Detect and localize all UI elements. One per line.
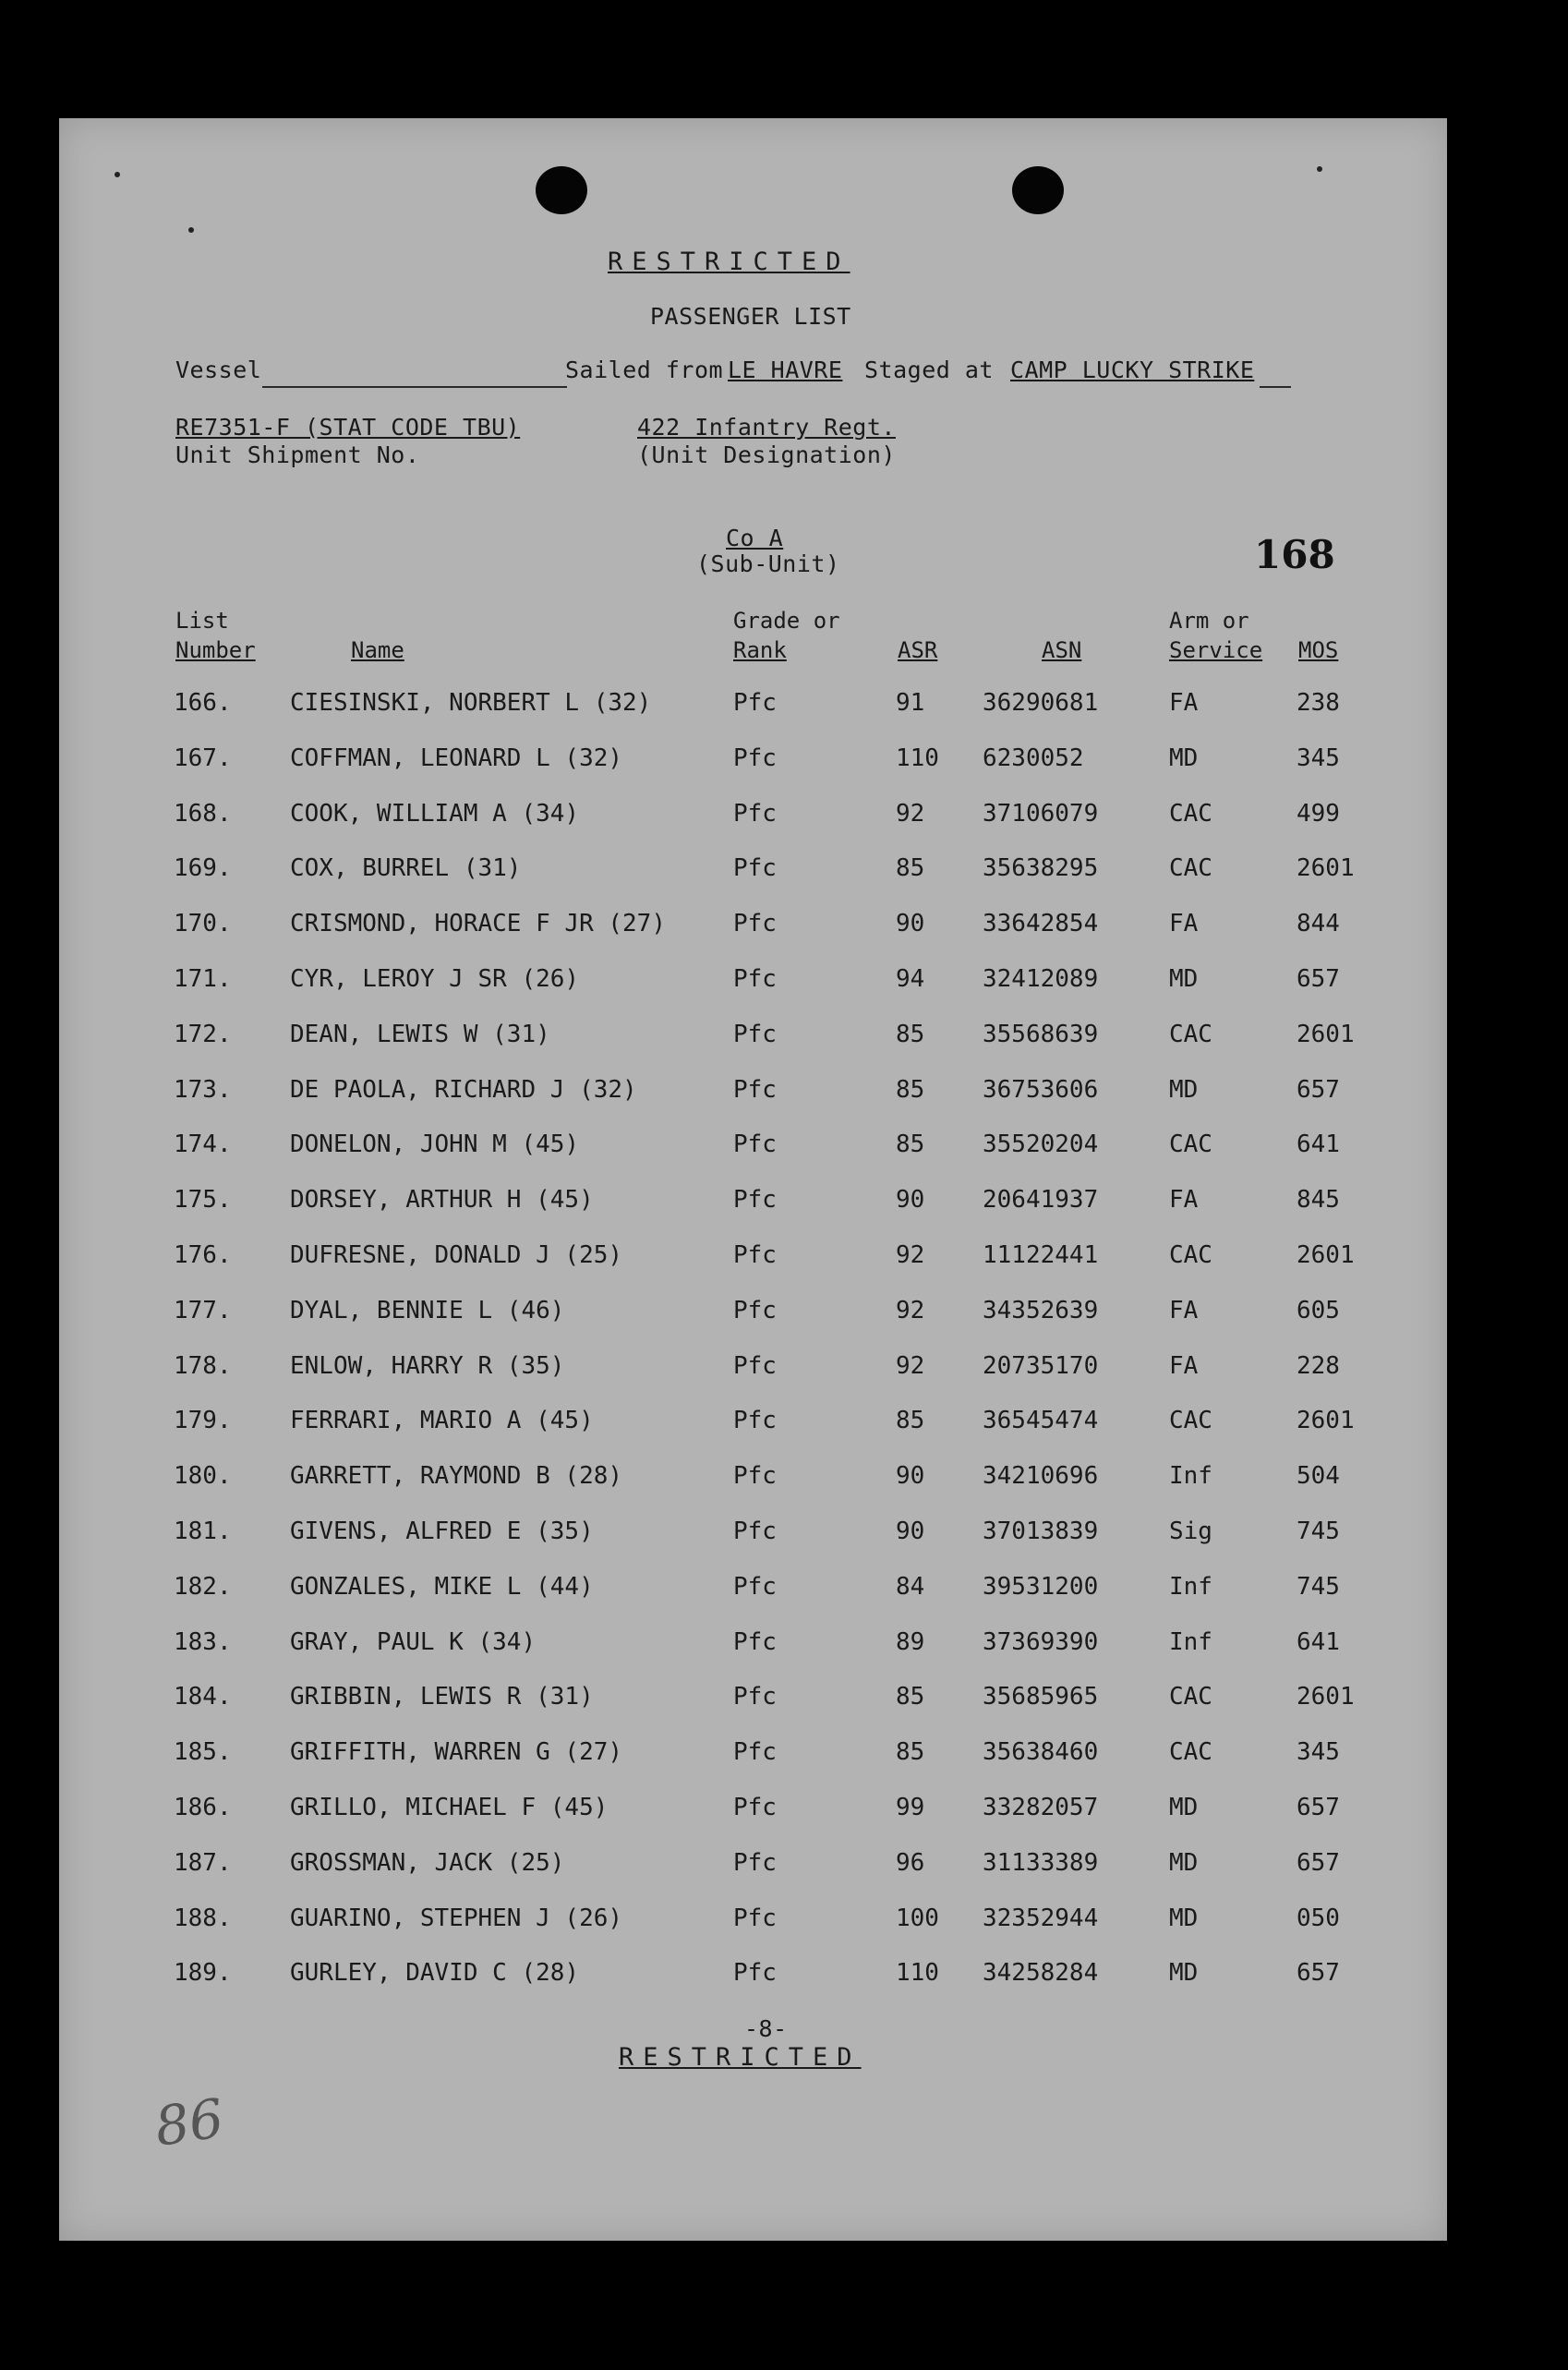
table-row xyxy=(59,1241,1447,1278)
cell-name: DORSEY, ARTHUR H (45) xyxy=(290,1186,594,1215)
cell-asr: 90 xyxy=(896,1518,925,1545)
cell-num: 185. xyxy=(174,1738,232,1767)
cell-asr: 84 xyxy=(896,1572,925,1601)
cell-mos: 2601 xyxy=(1297,854,1355,883)
cell-name: DONELON, JOHN M (45) xyxy=(290,1131,580,1159)
cell-mos: 845 xyxy=(1297,1186,1340,1215)
cell-grade: Pfc xyxy=(733,1738,777,1767)
cell-arm: CAC xyxy=(1169,854,1212,883)
header-arm-or: Arm or xyxy=(1169,608,1249,634)
unit-shipment-label: Unit Shipment No. xyxy=(175,441,420,468)
cell-num: 178. xyxy=(174,1351,232,1380)
table-row xyxy=(59,1573,1447,1610)
cell-num: 179. xyxy=(174,1407,232,1435)
table-row xyxy=(59,1186,1447,1223)
cell-grade: Pfc xyxy=(733,1186,777,1215)
cell-mos: 641 xyxy=(1297,1627,1340,1656)
cell-asn: 37106079 xyxy=(983,799,1099,828)
cell-grade: Pfc xyxy=(733,1131,777,1159)
cell-asn: 35568639 xyxy=(983,1020,1099,1048)
table-row xyxy=(59,1904,1447,1941)
table-row xyxy=(59,1021,1447,1058)
cell-num: 177. xyxy=(174,1296,232,1324)
cell-asr: 110 xyxy=(896,744,939,772)
cell-mos: 641 xyxy=(1297,1131,1340,1159)
cell-asr: 100 xyxy=(896,1904,939,1932)
cell-asn: 20735170 xyxy=(983,1351,1099,1380)
cell-name: COFFMAN, LEONARD L (32) xyxy=(290,744,623,772)
cell-num: 168. xyxy=(174,799,232,828)
cell-arm: FA xyxy=(1169,689,1199,717)
cell-mos: 504 xyxy=(1297,1462,1340,1491)
handwritten-note: 86 xyxy=(151,2086,228,2158)
cell-num: 176. xyxy=(174,1241,232,1269)
cell-asr: 89 xyxy=(896,1627,925,1656)
speck xyxy=(188,227,194,233)
staged-underline-extension xyxy=(1260,386,1291,388)
page-folio-number: 168 xyxy=(1254,532,1335,577)
cell-name: GUARINO, STEPHEN J (26) xyxy=(290,1904,623,1932)
speck xyxy=(115,172,120,177)
cell-asr: 85 xyxy=(896,1075,925,1104)
cell-num: 187. xyxy=(174,1848,232,1877)
document-page xyxy=(59,118,1447,2241)
table-row xyxy=(59,1794,1447,1831)
cell-name: COOK, WILLIAM A (34) xyxy=(290,799,580,828)
header-asr: ASR xyxy=(898,637,938,663)
cell-mos: 657 xyxy=(1297,965,1340,993)
cell-mos: 2601 xyxy=(1297,1241,1355,1269)
cell-mos: 844 xyxy=(1297,910,1340,938)
cell-num: 171. xyxy=(174,965,232,993)
cell-num: 173. xyxy=(174,1075,232,1104)
cell-name: CIESINSKI, NORBERT L (32) xyxy=(290,689,652,717)
header-list: List xyxy=(175,608,229,634)
cell-asr: 92 xyxy=(896,799,925,828)
cell-name: GRILLO, MICHAEL F (45) xyxy=(290,1794,609,1821)
cell-arm: CAC xyxy=(1169,1738,1212,1767)
cell-arm: CAC xyxy=(1169,1407,1212,1435)
cell-asn: 32352944 xyxy=(983,1904,1099,1932)
cell-asn: 36753606 xyxy=(983,1075,1099,1104)
cell-arm: MD xyxy=(1169,1075,1199,1104)
cell-grade: Pfc xyxy=(733,1462,777,1491)
cell-asr: 92 xyxy=(896,1351,925,1380)
cell-grade: Pfc xyxy=(733,689,777,717)
cell-mos: 605 xyxy=(1297,1296,1340,1324)
cell-name: DEAN, LEWIS W (31) xyxy=(290,1020,550,1048)
cell-arm: CAC xyxy=(1169,1241,1212,1269)
cell-name: GRIBBIN, LEWIS R (31) xyxy=(290,1683,594,1711)
cell-asn: 31133389 xyxy=(983,1848,1099,1877)
cell-arm: MD xyxy=(1169,1848,1199,1877)
cell-grade: Pfc xyxy=(733,744,777,772)
cell-asr: 96 xyxy=(896,1848,925,1877)
vessel-label: Vessel xyxy=(175,357,262,383)
cell-asn: 34210696 xyxy=(983,1462,1099,1491)
cell-asn: 35638295 xyxy=(983,854,1099,883)
table-row xyxy=(59,854,1447,891)
table-row xyxy=(59,744,1447,781)
punch-hole-right xyxy=(1012,166,1064,214)
cell-num: 182. xyxy=(174,1572,232,1601)
table-row xyxy=(59,1959,1447,1996)
cell-mos: 345 xyxy=(1297,744,1340,772)
restricted-header: RESTRICTED xyxy=(608,248,850,276)
cell-asn: 33642854 xyxy=(983,910,1099,938)
cell-arm: CAC xyxy=(1169,799,1212,828)
cell-arm: Inf xyxy=(1169,1572,1212,1601)
cell-asn: 34352639 xyxy=(983,1296,1099,1324)
cell-arm: CAC xyxy=(1169,1131,1212,1159)
table-row xyxy=(59,965,1447,1002)
table-row xyxy=(59,1131,1447,1167)
cell-asn: 35638460 xyxy=(983,1738,1099,1767)
cell-num: 172. xyxy=(174,1020,232,1048)
cell-mos: 050 xyxy=(1297,1904,1340,1932)
unit-shipment-value: RE7351-F (STAT CODE TBU) xyxy=(175,414,521,441)
cell-name: FERRARI, MARIO A (45) xyxy=(290,1407,594,1435)
cell-asn: 36545474 xyxy=(983,1407,1099,1435)
cell-num: 174. xyxy=(174,1131,232,1159)
cell-arm: FA xyxy=(1169,1351,1199,1380)
cell-name: DE PAOLA, RICHARD J (32) xyxy=(290,1075,637,1104)
cell-arm: MD xyxy=(1169,965,1199,993)
cell-grade: Pfc xyxy=(733,854,777,883)
cell-mos: 2601 xyxy=(1297,1020,1355,1048)
cell-mos: 228 xyxy=(1297,1351,1340,1380)
sub-unit-label: (Sub-Unit) xyxy=(696,550,840,577)
cell-name: GONZALES, MIKE L (44) xyxy=(290,1572,594,1601)
cell-arm: FA xyxy=(1169,910,1199,938)
cell-name: ENLOW, HARRY R (35) xyxy=(290,1351,565,1380)
cell-num: 184. xyxy=(174,1683,232,1711)
cell-name: GARRETT, RAYMOND B (28) xyxy=(290,1462,623,1491)
cell-mos: 499 xyxy=(1297,799,1340,828)
header-grade xyxy=(733,606,840,665)
cell-mos: 238 xyxy=(1297,689,1340,717)
vessel-underline xyxy=(262,386,567,388)
cell-grade: Pfc xyxy=(733,1572,777,1601)
cell-asr: 92 xyxy=(896,1241,925,1269)
header-number: Number xyxy=(175,637,256,663)
table-row xyxy=(59,1518,1447,1554)
cell-num: 183. xyxy=(174,1627,232,1656)
punch-hole-left xyxy=(536,166,587,214)
cell-asr: 85 xyxy=(896,1131,925,1159)
cell-num: 181. xyxy=(174,1518,232,1545)
cell-num: 166. xyxy=(174,689,232,717)
cell-asn: 33282057 xyxy=(983,1794,1099,1821)
cell-asr: 99 xyxy=(896,1794,925,1821)
table-row xyxy=(59,1407,1447,1444)
cell-name: DYAL, BENNIE L (46) xyxy=(290,1296,565,1324)
table-row xyxy=(59,1352,1447,1389)
header-asn: ASN xyxy=(1042,637,1082,663)
cell-num: 175. xyxy=(174,1186,232,1215)
cell-asr: 92 xyxy=(896,1296,925,1324)
cell-grade: Pfc xyxy=(733,1904,777,1932)
cell-grade: Pfc xyxy=(733,1683,777,1711)
cell-num: 167. xyxy=(174,744,232,772)
cell-arm: MD xyxy=(1169,1959,1199,1988)
cell-asr: 110 xyxy=(896,1959,939,1988)
cell-arm: MD xyxy=(1169,1794,1199,1821)
cell-grade: Pfc xyxy=(733,965,777,993)
header-mos: MOS xyxy=(1298,637,1339,663)
cell-name: GRIFFITH, WARREN G (27) xyxy=(290,1738,623,1767)
cell-asn: 39531200 xyxy=(983,1572,1099,1601)
cell-asr: 91 xyxy=(896,689,925,717)
cell-asn: 32412089 xyxy=(983,965,1099,993)
cell-grade: Pfc xyxy=(733,1407,777,1435)
cell-mos: 345 xyxy=(1297,1738,1340,1767)
cell-asn: 37369390 xyxy=(983,1627,1099,1656)
sailed-from-label: Sailed from xyxy=(565,357,724,383)
cell-name: GIVENS, ALFRED E (35) xyxy=(290,1518,594,1545)
cell-num: 170. xyxy=(174,910,232,938)
table-row xyxy=(59,910,1447,947)
cell-asn: 36290681 xyxy=(983,689,1099,717)
table-row xyxy=(59,1297,1447,1334)
cell-name: COX, BURREL (31) xyxy=(290,854,522,883)
cell-mos: 657 xyxy=(1297,1794,1340,1821)
table-row xyxy=(59,800,1447,837)
sub-unit-value: Co A xyxy=(726,525,784,551)
cell-grade: Pfc xyxy=(733,1627,777,1656)
cell-mos: 657 xyxy=(1297,1075,1340,1104)
cell-grade: Pfc xyxy=(733,799,777,828)
cell-mos: 657 xyxy=(1297,1959,1340,1988)
cell-asn: 35685965 xyxy=(983,1683,1099,1711)
table-row xyxy=(59,1628,1447,1665)
table-row xyxy=(59,1076,1447,1113)
page-number: -8- xyxy=(744,2015,788,2042)
cell-asr: 94 xyxy=(896,965,925,993)
cell-mos: 2601 xyxy=(1297,1683,1355,1711)
cell-num: 188. xyxy=(174,1904,232,1932)
cell-grade: Pfc xyxy=(733,1241,777,1269)
cell-mos: 657 xyxy=(1297,1848,1340,1877)
cell-num: 186. xyxy=(174,1794,232,1821)
cell-asn: 37013839 xyxy=(983,1518,1099,1545)
cell-grade: Pfc xyxy=(733,910,777,938)
table-row xyxy=(59,1462,1447,1499)
cell-arm: Sig xyxy=(1169,1518,1212,1545)
cell-arm: CAC xyxy=(1169,1683,1212,1711)
cell-arm: FA xyxy=(1169,1296,1199,1324)
cell-grade: Pfc xyxy=(733,1351,777,1380)
cell-asn: 6230052 xyxy=(983,744,1084,772)
cell-name: CRISMOND, HORACE F JR (27) xyxy=(290,910,666,938)
cell-grade: Pfc xyxy=(733,1020,777,1048)
cell-asr: 90 xyxy=(896,910,925,938)
cell-asn: 20641937 xyxy=(983,1186,1099,1215)
table-row xyxy=(59,1849,1447,1886)
cell-asr: 85 xyxy=(896,1738,925,1767)
cell-arm: MD xyxy=(1169,1904,1199,1932)
header-arm-service xyxy=(1169,606,1262,665)
cell-num: 189. xyxy=(174,1959,232,1988)
cell-asn: 34258284 xyxy=(983,1959,1099,1988)
cell-grade: Pfc xyxy=(733,1518,777,1545)
sailed-from-value: LE HAVRE xyxy=(728,357,843,383)
cell-name: DUFRESNE, DONALD J (25) xyxy=(290,1241,623,1269)
table-row xyxy=(59,1738,1447,1775)
cell-asn: 35520204 xyxy=(983,1131,1099,1159)
cell-asn: 11122441 xyxy=(983,1241,1099,1269)
cell-grade: Pfc xyxy=(733,1075,777,1104)
cell-num: 169. xyxy=(174,854,232,883)
restricted-footer: RESTRICTED xyxy=(619,2043,862,2072)
cell-asr: 85 xyxy=(896,854,925,883)
cell-arm: Inf xyxy=(1169,1462,1212,1491)
header-service: Service xyxy=(1169,637,1263,663)
cell-name: GRAY, PAUL K (34) xyxy=(290,1627,537,1656)
header-grade-or: Grade or xyxy=(733,608,840,634)
staged-at-value: CAMP LUCKY STRIKE xyxy=(1010,357,1255,383)
cell-arm: FA xyxy=(1169,1186,1199,1215)
cell-asr: 85 xyxy=(896,1020,925,1048)
cell-name: GROSSMAN, JACK (25) xyxy=(290,1848,565,1877)
unit-designation-label: (Unit Designation) xyxy=(637,441,896,468)
document-title: PASSENGER LIST xyxy=(650,303,851,330)
header-list-number xyxy=(175,606,256,665)
table-row xyxy=(59,1683,1447,1720)
cell-asr: 90 xyxy=(896,1186,925,1215)
cell-name: GURLEY, DAVID C (28) xyxy=(290,1959,580,1988)
cell-arm: Inf xyxy=(1169,1627,1212,1656)
header-rank: Rank xyxy=(733,637,787,663)
cell-asr: 90 xyxy=(896,1462,925,1491)
cell-grade: Pfc xyxy=(733,1296,777,1324)
unit-designation-value: 422 Infantry Regt. xyxy=(637,414,896,441)
cell-asr: 85 xyxy=(896,1407,925,1435)
cell-name: CYR, LEROY J SR (26) xyxy=(290,965,580,993)
cell-grade: Pfc xyxy=(733,1794,777,1821)
cell-arm: MD xyxy=(1169,744,1199,772)
header-name: Name xyxy=(351,637,404,663)
cell-grade: Pfc xyxy=(733,1959,777,1988)
cell-mos: 2601 xyxy=(1297,1407,1355,1435)
cell-asr: 85 xyxy=(896,1683,925,1711)
cell-num: 180. xyxy=(174,1462,232,1491)
cell-grade: Pfc xyxy=(733,1848,777,1877)
cell-arm: CAC xyxy=(1169,1020,1212,1048)
speck xyxy=(1317,166,1322,172)
staged-at-label: Staged at xyxy=(864,357,994,383)
table-row xyxy=(59,689,1447,726)
cell-mos: 745 xyxy=(1297,1572,1340,1601)
cell-mos: 745 xyxy=(1297,1518,1340,1545)
